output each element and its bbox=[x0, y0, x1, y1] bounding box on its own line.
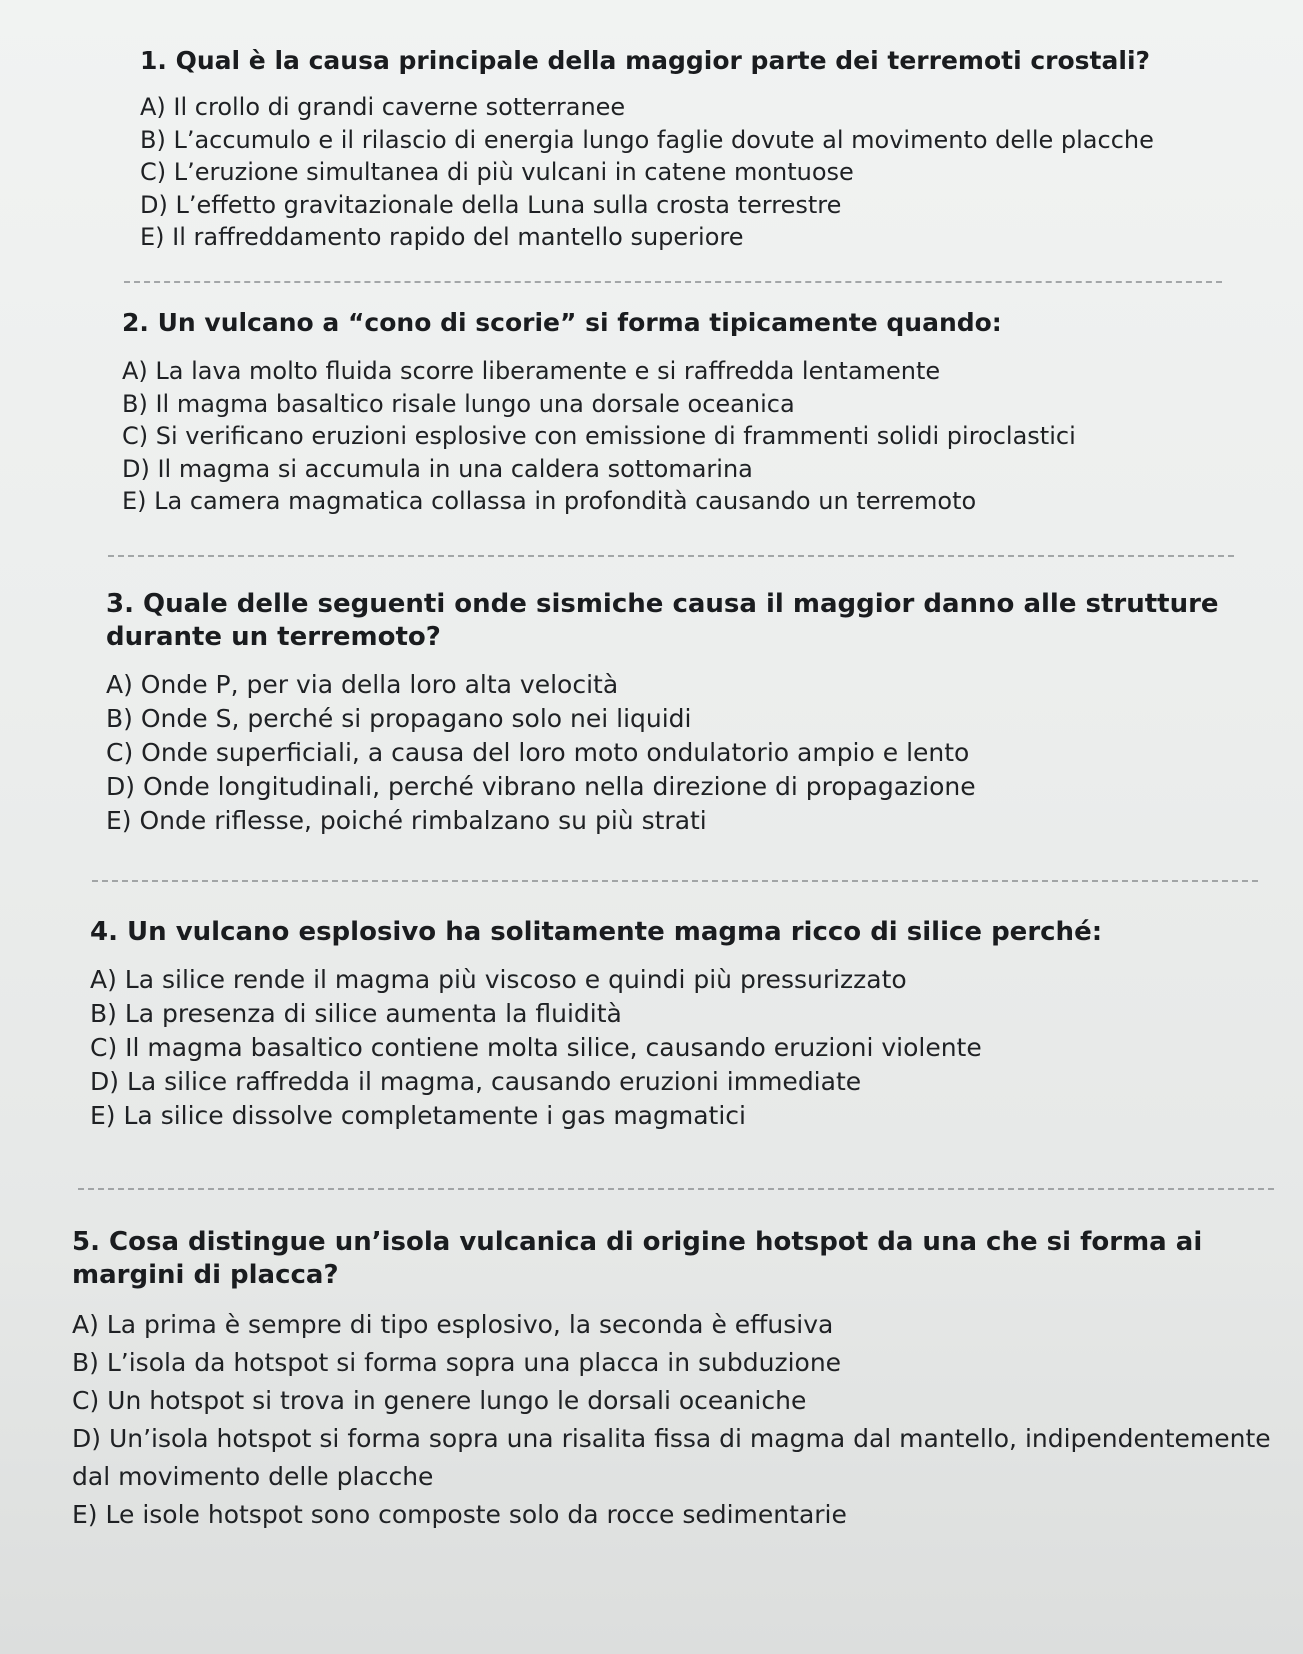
question-4-option-d: D) La silice raffredda il magma, causando eruzioni immediate bbox=[90, 1067, 862, 1096]
divider-line bbox=[92, 880, 1258, 882]
question-5 bbox=[72, 1226, 1272, 1534]
question-3-option-a: A) Onde P, per via della loro alta velocità bbox=[106, 670, 619, 699]
question-1-option-b: B) L’accumulo e il rilascio di energia lungo faglie dovute al movimento delle placche bbox=[140, 125, 1154, 154]
question-3-option-d: D) Onde longitudinali, perché vibrano nella direzione di propagazione bbox=[106, 772, 976, 801]
divider-line bbox=[108, 555, 1234, 557]
question-5-options bbox=[72, 1306, 1272, 1534]
question-1-option-a: A) Il crollo di grandi caverne sotterranee bbox=[140, 93, 626, 121]
question-2-option-d: D) Il magma si accumula in una caldera sottomarina bbox=[122, 454, 753, 483]
question-5-title: 5. Cosa distingue un’isola vulcanica di origine hotspot da una che si forma ai margini di placca? bbox=[72, 1227, 1203, 1290]
question-4-option-e: E) La silice dissolve completamente i gas magmatici bbox=[90, 1101, 746, 1130]
question-1-title: 1. Qual è la causa principale della maggior parte dei terremoti crostali? bbox=[140, 46, 1151, 75]
question-2-option-b: B) Il magma basaltico risale lungo una dorsale oceanica bbox=[122, 389, 795, 418]
question-5-option-b: B) L’isola da hotspot si forma sopra una placca in subduzione bbox=[72, 1348, 842, 1377]
question-4-option-c: C) Il magma basaltico contiene molta silice, causando eruzioni violente bbox=[90, 1033, 982, 1062]
question-5-option-a: A) La prima è sempre di tipo esplosivo, la seconda è effusiva bbox=[72, 1310, 834, 1339]
question-4-options bbox=[90, 963, 1260, 1133]
question-3-title: 3. Quale delle seguenti onde sismiche causa il maggior danno alle strutture durante un terremoto? bbox=[106, 589, 1219, 652]
question-3-options bbox=[106, 668, 1266, 838]
question-2-option-c: C) Si verificano eruzioni esplosive con emissione di frammenti solidi piroclastici bbox=[122, 422, 1076, 450]
question-1-option-e: E) Il raffreddamento rapido del mantello superiore bbox=[140, 223, 744, 251]
question-4-option-b: B) La presenza di silice aumenta la fluidità bbox=[90, 999, 622, 1028]
question-3-option-e: E) Onde riflesse, poiché rimbalzano su più strati bbox=[106, 806, 707, 835]
question-2-option-a: A) La lava molto fluida scorre liberamente e si raffredda lentamente bbox=[122, 357, 941, 385]
question-4-option-a: A) La silice rende il magma più viscoso e quindi più pressurizzato bbox=[90, 965, 907, 994]
question-2-option-e: E) La camera magmatica collassa in profondità causando un terremoto bbox=[122, 487, 977, 515]
question-4-title: 4. Un vulcano esplosivo ha solitamente magma ricco di silice perché: bbox=[90, 917, 1103, 947]
question-4 bbox=[90, 916, 1260, 1133]
question-3-option-b: B) Onde S, perché si propagano solo nei liquidi bbox=[106, 704, 692, 733]
question-2 bbox=[122, 306, 1262, 518]
question-1-option-d: D) L’effetto gravitazionale della Luna sulla crosta terrestre bbox=[140, 190, 842, 219]
question-2-options bbox=[122, 355, 1262, 518]
question-3 bbox=[106, 588, 1266, 838]
question-3-option-c: C) Onde superficiali, a causa del loro moto ondulatorio ampio e lento bbox=[106, 738, 970, 767]
question-2-title: 2. Un vulcano a “cono di scorie” si forma tipicamente quando: bbox=[122, 308, 1002, 337]
divider-line bbox=[78, 1188, 1274, 1190]
divider-line bbox=[124, 281, 1222, 283]
question-1 bbox=[140, 44, 1260, 254]
question-5-option-e: E) Le isole hotspot sono composte solo da rocce sedimentarie bbox=[72, 1500, 847, 1529]
question-1-options bbox=[140, 91, 1260, 254]
question-1-option-c: C) L’eruzione simultanea di più vulcani in catene montuose bbox=[140, 158, 854, 186]
question-5-option-c: C) Un hotspot si trova in genere lungo le dorsali oceaniche bbox=[72, 1386, 807, 1415]
question-5-option-d: D) Un’isola hotspot si forma sopra una risalita fissa di magma dal mantello, indipendentemente dal movimento delle placche bbox=[72, 1424, 1271, 1491]
